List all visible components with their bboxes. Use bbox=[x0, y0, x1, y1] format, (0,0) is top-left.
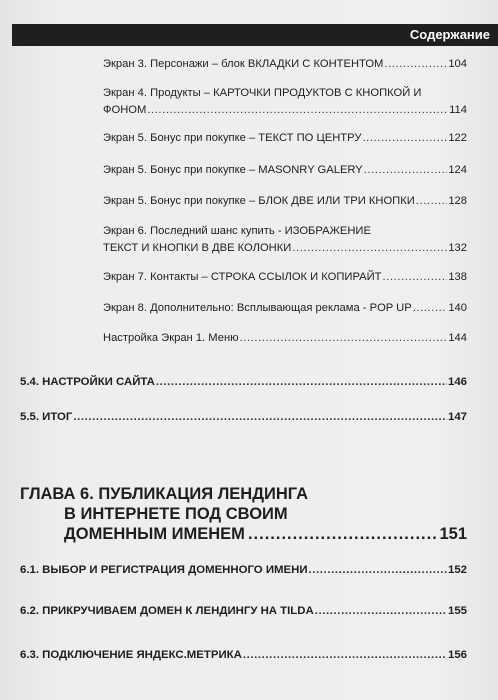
dot-leader bbox=[364, 162, 448, 179]
dot-leader bbox=[147, 102, 448, 119]
entry-label-line1: Экран 6. Последний шанс купить - ИЗОБРАЖЕНИЕ bbox=[103, 225, 371, 237]
entry-label: Настройка Экран 1. Меню bbox=[103, 332, 239, 344]
toc-section[interactable] bbox=[20, 562, 467, 579]
dot-leader bbox=[292, 240, 447, 257]
dot-leader bbox=[156, 374, 447, 391]
dot-leader bbox=[73, 409, 447, 426]
toc-entry[interactable] bbox=[103, 193, 467, 210]
entry-label: Экран 7. Контакты – СТРОКА ССЫЛОК И КОПИРАЙТ bbox=[103, 271, 382, 283]
page-number: 156 bbox=[447, 649, 467, 661]
page-number: 122 bbox=[448, 132, 467, 144]
toc-section[interactable] bbox=[20, 374, 467, 391]
page-number: 147 bbox=[447, 411, 467, 423]
page-number: 132 bbox=[448, 242, 467, 254]
toc-section[interactable] bbox=[20, 603, 467, 620]
page-number: 128 bbox=[448, 195, 467, 207]
section-label: 5.5. ИТОГ bbox=[20, 411, 73, 423]
chapter-heading[interactable] bbox=[20, 484, 467, 544]
toc-entry[interactable] bbox=[103, 85, 467, 119]
section-label: 6.1. ВЫБОР И РЕГИСТРАЦИЯ ДОМЕННОГО ИМЕНИ bbox=[20, 564, 308, 576]
toc-entry[interactable] bbox=[103, 300, 467, 317]
page-number: 124 bbox=[448, 164, 467, 176]
dot-leader bbox=[413, 300, 448, 317]
page-number: 146 bbox=[447, 376, 467, 388]
header-title: Содержание bbox=[409, 27, 490, 42]
page-number: 114 bbox=[449, 104, 467, 116]
dot-leader bbox=[362, 130, 447, 147]
toc-entry[interactable] bbox=[103, 130, 467, 147]
toc-entry[interactable] bbox=[103, 162, 467, 179]
page-number: 104 bbox=[448, 58, 467, 70]
entry-label-line1: Экран 4. Продукты – КАРТОЧКИ ПРОДУКТОВ С КНОПКОЙ И bbox=[103, 87, 422, 99]
section-label: 6.3. ПОДКЛЮЧЕНИЕ ЯНДЕКС.МЕТРИКА bbox=[20, 649, 242, 661]
section-label: 6.2. ПРИКРУЧИВАЕМ ДОМЕН К ЛЕНДИНГУ НА TILDA bbox=[20, 605, 314, 617]
entry-label: Экран 5. Бонус при покупке – БЛОК ДВЕ ИЛИ ТРИ КНОПКИ bbox=[103, 195, 415, 207]
entry-label-line2: ТЕКСТ И КНОПКИ В ДВЕ КОЛОНКИ bbox=[103, 242, 292, 254]
dot-leader bbox=[384, 56, 447, 73]
toc-entry[interactable] bbox=[103, 330, 467, 347]
page-number: 138 bbox=[448, 271, 467, 283]
dot-leader bbox=[248, 524, 437, 544]
entry-label: Экран 5. Бонус при покупке – MASONRY GALERY bbox=[103, 164, 363, 176]
toc-section[interactable] bbox=[20, 409, 467, 426]
entry-label-line2: ФОНОМ bbox=[103, 104, 147, 116]
toc-entry[interactable] bbox=[103, 56, 467, 73]
chapter-page-number: 151 bbox=[439, 525, 467, 543]
entry-label: Экран 8. Дополнительно: Всплывающая реклама - POP UP bbox=[103, 302, 412, 314]
chapter-title-line2: В ИНТЕРНЕТЕ ПОД СВОИМ bbox=[64, 505, 288, 523]
page-number: 155 bbox=[447, 605, 467, 617]
section-label: 5.4. НАСТРОЙКИ САЙТА bbox=[20, 376, 155, 388]
toc-entry[interactable] bbox=[103, 223, 467, 257]
entry-label: Экран 5. Бонус при покупке – ТЕКСТ ПО ЦЕНТРУ bbox=[103, 132, 362, 144]
entry-label: Экран 3. Персонажи – блок ВКЛАДКИ С КОНТЕНТОМ bbox=[103, 58, 384, 70]
dot-leader bbox=[240, 330, 448, 347]
page-number: 152 bbox=[447, 564, 467, 576]
chapter-title-line1: ГЛАВА 6. ПУБЛИКАЦИЯ ЛЕНДИНГА bbox=[20, 485, 308, 503]
dot-leader bbox=[243, 647, 447, 664]
dot-leader bbox=[416, 193, 448, 210]
toc-section[interactable] bbox=[20, 647, 467, 664]
dot-leader bbox=[309, 562, 447, 579]
dot-leader bbox=[315, 603, 447, 620]
chapter-title-line3: ДОМЕННЫМ ИМЕНЕМ bbox=[64, 525, 245, 543]
page-number: 140 bbox=[448, 302, 467, 314]
header-bar bbox=[12, 24, 498, 46]
toc-entry[interactable] bbox=[103, 269, 467, 286]
page-number: 144 bbox=[448, 332, 467, 344]
dot-leader bbox=[383, 269, 448, 286]
